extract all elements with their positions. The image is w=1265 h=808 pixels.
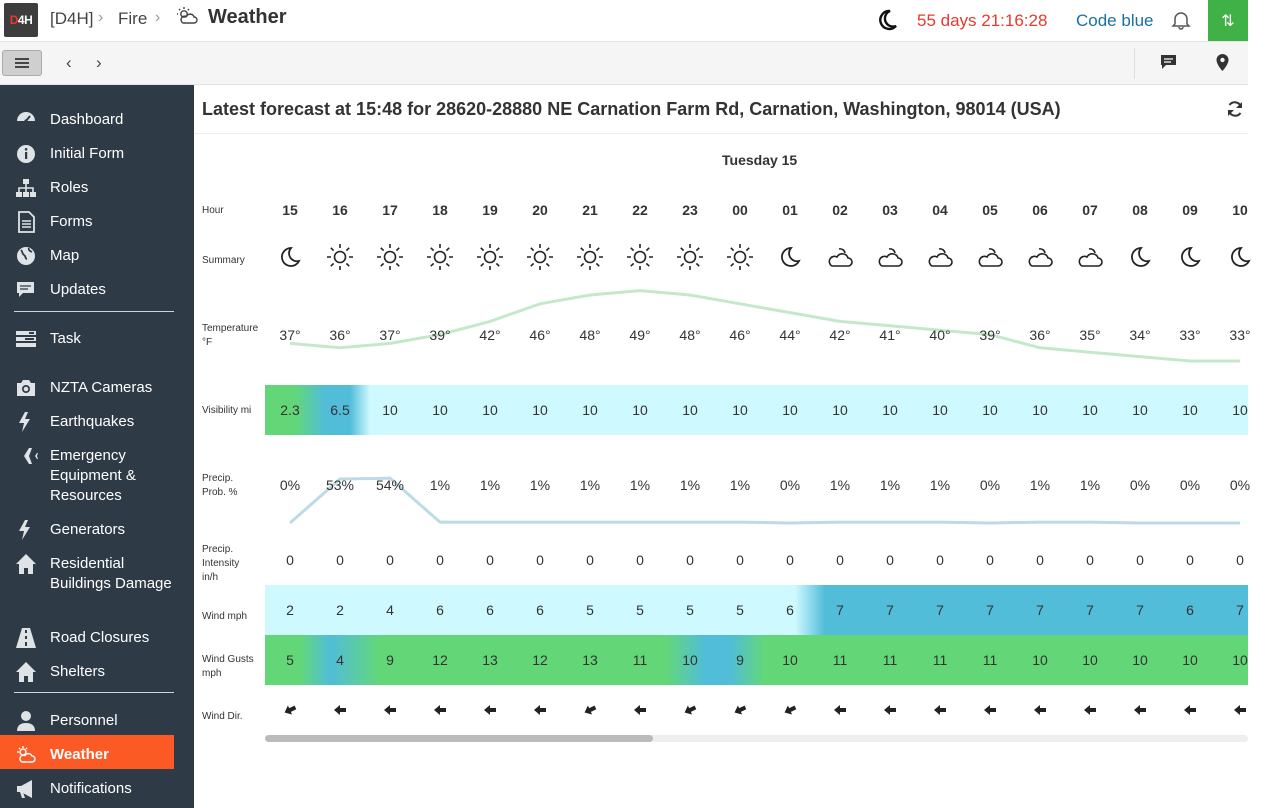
sidebar-item-label: Emergency Equipment & Resources xyxy=(50,447,136,504)
hour-cell: 03 xyxy=(882,202,898,218)
row-label-precip-intensity: in/h xyxy=(202,572,219,583)
row-labels-column xyxy=(194,134,265,741)
visibility-cell: 10 xyxy=(682,402,698,418)
row-label-precip-prob: Prob. % xyxy=(202,487,238,498)
hour-cell: 16 xyxy=(332,202,348,218)
wind-gusts-cell: 10 xyxy=(1082,652,1098,668)
page-title: Weather xyxy=(208,6,287,28)
temperature-cell: 44° xyxy=(779,327,801,343)
precip-intensity-cell: 0 xyxy=(836,552,844,568)
wind-gusts-cell: 13 xyxy=(482,652,498,668)
wind-cell: 2 xyxy=(286,602,294,618)
wind-direction-arrow-icon xyxy=(683,703,697,722)
sidebar-divider xyxy=(14,692,174,693)
precip-intensity-cell: 0 xyxy=(1186,552,1194,568)
temperature-cell: 33° xyxy=(1229,327,1251,343)
wind-direction-arrow-icon xyxy=(283,703,297,722)
row-label-wind-dir: Wind Dir. xyxy=(202,711,243,722)
sort-toggle-button[interactable] xyxy=(1208,0,1248,41)
weather-icon xyxy=(14,744,38,766)
wind-cell: 2 xyxy=(336,602,344,618)
wind-cell: 5 xyxy=(686,602,694,618)
wind-cell: 5 xyxy=(736,602,744,618)
sidebar-item-label: NZTA Cameras xyxy=(50,379,153,396)
wind-direction-arrow-icon xyxy=(433,703,447,722)
wind-gusts-cell: 10 xyxy=(1182,652,1198,668)
precip-prob-cell: 1% xyxy=(879,477,901,493)
hour-cell: 20 xyxy=(532,202,548,218)
wind-direction-arrow-icon xyxy=(1133,703,1147,722)
wind-gusts-cell: 9 xyxy=(736,652,744,668)
comment-icon[interactable] xyxy=(1160,54,1177,75)
precip-intensity-cell: 0 xyxy=(486,552,494,568)
back-arrow-icon[interactable]: ‹ xyxy=(66,53,72,72)
wind-cell: 7 xyxy=(886,602,894,618)
hour-cell: 02 xyxy=(832,202,848,218)
chevron-right-icon: › xyxy=(98,9,104,26)
moon-icon xyxy=(1176,243,1204,276)
hour-cell: 23 xyxy=(682,202,698,218)
precip-prob-cell: 1% xyxy=(479,477,501,493)
wind-direction-arrow-icon xyxy=(633,703,647,722)
precip-intensity-cell: 0 xyxy=(336,552,344,568)
sidebar-item-label: Weather xyxy=(50,746,109,763)
row-label-precip-prob: Precip. xyxy=(202,473,234,484)
wind-cell: 7 xyxy=(1036,602,1044,618)
visibility-cell: 10 xyxy=(932,402,948,418)
wind-cell: 5 xyxy=(636,602,644,618)
plane-icon xyxy=(14,445,38,467)
hour-cell: 00 xyxy=(732,202,748,218)
camera-icon xyxy=(14,377,38,399)
wind-gusts-cell: 10 xyxy=(782,652,798,668)
precip-intensity-cell: 0 xyxy=(1086,552,1094,568)
visibility-cell: 10 xyxy=(1182,402,1198,418)
sidebar-item-label: Updates xyxy=(50,281,106,298)
road-icon xyxy=(14,627,38,649)
hamburger-icon xyxy=(14,57,30,69)
precip-intensity-cell: 0 xyxy=(1036,552,1044,568)
precip-prob-cell: 1% xyxy=(829,477,851,493)
cloud-icon xyxy=(1076,243,1104,276)
precip-prob-cell: 0% xyxy=(979,477,1001,493)
temperature-cell: 46° xyxy=(529,327,551,343)
visibility-cell: 10 xyxy=(1032,402,1048,418)
hour-cell: 08 xyxy=(1132,202,1148,218)
wind-cell: 6 xyxy=(436,602,444,618)
visibility-cell: 10 xyxy=(382,402,398,418)
wind-gusts-cell: 4 xyxy=(336,652,344,668)
sun-icon xyxy=(376,243,404,276)
wind-dir-row xyxy=(265,685,1248,735)
precip-prob-cell: 0% xyxy=(779,477,801,493)
wind-cell: 6 xyxy=(1186,602,1194,618)
row-label-gusts: Wind Gusts xyxy=(202,654,254,665)
cloud-icon xyxy=(926,243,954,276)
moon-icon xyxy=(276,243,304,276)
wind-direction-arrow-icon xyxy=(333,703,347,722)
tasks-icon xyxy=(14,328,38,350)
weather-icon xyxy=(176,6,198,31)
temperature-cell: 37° xyxy=(279,327,301,343)
chevron-right-icon: › xyxy=(155,9,161,26)
sidebar-item-label: Map xyxy=(50,247,80,264)
moon-icon xyxy=(1126,243,1154,276)
wind-cell: 7 xyxy=(986,602,994,618)
wind-direction-arrow-icon xyxy=(833,703,847,722)
temperature-cell: 35° xyxy=(1079,327,1101,343)
wind-cell: 5 xyxy=(586,602,594,618)
home-icon xyxy=(14,661,38,683)
wind-direction-arrow-icon xyxy=(483,703,497,722)
temperature-cell: 48° xyxy=(579,327,601,343)
visibility-cell: 2.3 xyxy=(280,402,300,418)
hour-cell: 09 xyxy=(1182,202,1198,218)
wind-cell: 6 xyxy=(486,602,494,618)
app-logo[interactable]: D 4H xyxy=(4,3,38,37)
wind-gusts-cell: 11 xyxy=(932,652,948,668)
toolbar-divider xyxy=(1134,48,1135,79)
sidebar-item-label: Shelters xyxy=(50,663,106,680)
visibility-cell: 10 xyxy=(582,402,598,418)
visibility-cell: 10 xyxy=(482,402,498,418)
top-bar xyxy=(0,0,1248,42)
hour-cell: 19 xyxy=(482,202,498,218)
visibility-cell: 10 xyxy=(532,402,548,418)
wind-direction-arrow-icon xyxy=(383,703,397,722)
hour-cell: 04 xyxy=(932,202,948,218)
wind-direction-arrow-icon xyxy=(883,703,897,722)
wind-cell: 7 xyxy=(836,602,844,618)
precip-intensity-cell: 0 xyxy=(686,552,694,568)
sidebar-item-label: Task xyxy=(50,330,81,347)
wind-cell: 7 xyxy=(1136,602,1144,618)
sun-icon xyxy=(326,243,354,276)
wind-direction-arrow-icon xyxy=(1233,703,1247,722)
bolt-icon xyxy=(14,519,38,541)
wind-gusts-cell: 9 xyxy=(386,652,394,668)
row-label-gusts: mph xyxy=(202,668,222,679)
breadcrumb-org[interactable]: [D4H] xyxy=(50,9,94,28)
wind-direction-arrow-icon xyxy=(983,703,997,722)
map-pin-icon[interactable] xyxy=(1216,54,1229,76)
wind-gusts-cell: 13 xyxy=(582,652,598,668)
sidebar-divider xyxy=(14,311,174,312)
user-icon xyxy=(14,710,38,732)
cloud-icon xyxy=(976,243,1004,276)
precip-intensity-cell: 0 xyxy=(386,552,394,568)
moon-icon xyxy=(1226,243,1254,276)
wind-gusts-cell: 12 xyxy=(532,652,548,668)
wind-cell: 6 xyxy=(786,602,794,618)
precip-prob-cell: 0% xyxy=(279,477,301,493)
wind-cell: 6 xyxy=(536,602,544,618)
precip-prob-cell: 1% xyxy=(729,477,751,493)
sort-icon: ⇅ xyxy=(1221,12,1235,30)
wind-direction-arrow-icon xyxy=(1033,703,1047,722)
wind-direction-arrow-icon xyxy=(1083,703,1097,722)
sitemap-icon xyxy=(14,177,38,199)
day-header: Tuesday 15 xyxy=(722,152,798,168)
sidebar-item-label: Earthquakes xyxy=(50,413,135,430)
hour-cell: 21 xyxy=(582,202,598,218)
wind-gusts-cell: 10 xyxy=(1232,652,1248,668)
refresh-icon[interactable] xyxy=(1226,100,1244,123)
temperature-cell: 48° xyxy=(679,327,701,343)
temperature-cell: 49° xyxy=(629,327,651,343)
precip-prob-cell: 53% xyxy=(325,477,355,493)
forward-arrow-icon[interactable]: › xyxy=(96,53,102,72)
precip-prob-cell: 1% xyxy=(929,477,951,493)
comment-icon xyxy=(14,279,38,301)
hour-cell: 07 xyxy=(1082,202,1098,218)
moon-icon[interactable] xyxy=(876,9,898,36)
row-label-precip-intensity: Intensity xyxy=(202,558,240,569)
cloud-icon xyxy=(826,243,854,276)
sun-icon xyxy=(726,243,754,276)
temperature-cell: 40° xyxy=(929,327,951,343)
sidebar-item-label: Dashboard xyxy=(50,111,124,128)
precip-intensity-cell: 0 xyxy=(786,552,794,568)
visibility-cell: 10 xyxy=(1232,402,1248,418)
divider xyxy=(194,133,1248,134)
temperature-cell: 34° xyxy=(1129,327,1151,343)
incident-timer: 55 days 21:16:28 xyxy=(917,11,1048,30)
wind-gusts-cell: 11 xyxy=(982,652,998,668)
sidebar-item-label: Residential Buildings Damage xyxy=(50,555,172,592)
sun-icon xyxy=(676,243,704,276)
precip-intensity-cell: 0 xyxy=(1236,552,1244,568)
precip-intensity-cell: 0 xyxy=(986,552,994,568)
dashboard-icon xyxy=(14,109,38,131)
precip-prob-cell: 1% xyxy=(679,477,701,493)
precip-intensity-cell: 0 xyxy=(436,552,444,568)
wind-direction-arrow-icon xyxy=(783,703,797,722)
hour-cell: 01 xyxy=(782,202,798,218)
forecast-title: Latest forecast at 15:48 for 28620-28880 NE Carnation Farm Rd, Carnation, Washington, 98014 (USA) xyxy=(202,99,1061,119)
visibility-cell: 10 xyxy=(982,402,998,418)
precip-prob-cell: 1% xyxy=(529,477,551,493)
temperature-cell: 36° xyxy=(329,327,351,343)
wind-cell: 4 xyxy=(386,602,394,618)
precip-prob-cell: 0% xyxy=(1129,477,1151,493)
row-label-wind: Wind mph xyxy=(202,611,248,622)
row-label-visibility: Visibility mi xyxy=(202,405,252,416)
wind-cell: 7 xyxy=(1086,602,1094,618)
bolt-icon xyxy=(14,411,38,433)
wind-gusts-cell: 11 xyxy=(632,652,648,668)
row-label-hour: Hour xyxy=(202,205,224,216)
cloud-icon xyxy=(876,243,904,276)
precip-prob-cell: 1% xyxy=(629,477,651,493)
precip-intensity-cell: 0 xyxy=(736,552,744,568)
row-label-precip-intensity: Precip. xyxy=(202,544,234,555)
megaphone-icon xyxy=(14,778,38,800)
wind-gusts-cell: 10 xyxy=(682,652,698,668)
hour-cell: 22 xyxy=(632,202,648,218)
precip-prob-cell: 1% xyxy=(1029,477,1051,493)
precip-intensity-cell: 0 xyxy=(1136,552,1144,568)
row-label-temperature: °F xyxy=(202,337,213,348)
sun-icon xyxy=(626,243,654,276)
sun-icon xyxy=(476,243,504,276)
temperature-cell: 39° xyxy=(429,327,451,343)
document-icon xyxy=(14,211,38,233)
hour-cell: 17 xyxy=(382,202,398,218)
precip-prob-cell: 54% xyxy=(375,477,405,493)
moon-icon xyxy=(776,243,804,276)
sidebar-item-label: Forms xyxy=(50,213,93,230)
visibility-cell: 6.5 xyxy=(330,402,350,418)
precip-prob-cell: 0% xyxy=(1229,477,1251,493)
wind-gusts-cell: 5 xyxy=(286,652,294,668)
sun-icon xyxy=(576,243,604,276)
code-status[interactable]: Code blue xyxy=(1076,11,1154,30)
temperature-cell: 42° xyxy=(479,327,501,343)
wind-gusts-cell: 10 xyxy=(1132,652,1148,668)
sidebar-item-label: Initial Form xyxy=(50,145,125,162)
sun-icon xyxy=(526,243,554,276)
hour-cell: 10 xyxy=(1232,202,1248,218)
sidebar-item-label: Roles xyxy=(50,179,89,196)
wind-gusts-cell: 11 xyxy=(832,652,848,668)
wind-direction-arrow-icon xyxy=(533,703,547,722)
info-icon xyxy=(14,143,38,165)
sidebar-item-label: Generators xyxy=(50,521,126,538)
sun-icon xyxy=(426,243,454,276)
sidebar-item-label: Road Closures xyxy=(50,629,150,646)
sidebar xyxy=(0,85,194,808)
temperature-cell: 36° xyxy=(1029,327,1051,343)
cloud-icon xyxy=(1026,243,1054,276)
visibility-cell: 10 xyxy=(782,402,798,418)
precip-intensity-cell: 0 xyxy=(636,552,644,568)
wind-cell: 7 xyxy=(1236,602,1244,618)
temperature-cell: 42° xyxy=(829,327,851,343)
menu-toggle-button[interactable] xyxy=(2,50,42,76)
row-label-temperature: Temperature xyxy=(202,323,259,334)
sidebar-item-label: Personnel xyxy=(50,712,118,729)
precip-intensity-cell: 0 xyxy=(936,552,944,568)
temperature-cell: 33° xyxy=(1179,327,1201,343)
bell-icon[interactable] xyxy=(1172,10,1190,35)
temperature-cell: 41° xyxy=(879,327,901,343)
wind-cell: 7 xyxy=(936,602,944,618)
hour-cell: 05 xyxy=(982,202,998,218)
globe-icon xyxy=(14,245,38,267)
toolbar xyxy=(0,42,1248,85)
wind-direction-arrow-icon xyxy=(733,703,747,722)
wind-gusts-cell: 11 xyxy=(882,652,898,668)
breadcrumb-incident[interactable]: Fire xyxy=(118,9,148,28)
precip-intensity-cell: 0 xyxy=(286,552,294,568)
visibility-cell: 10 xyxy=(832,402,848,418)
precip-prob-cell: 1% xyxy=(1079,477,1101,493)
hour-cell: 06 xyxy=(1032,202,1048,218)
visibility-cell: 10 xyxy=(432,402,448,418)
temperature-cell: 37° xyxy=(379,327,401,343)
hour-cell: 18 xyxy=(432,202,448,218)
visibility-cell: 10 xyxy=(632,402,648,418)
precip-prob-cell: 0% xyxy=(1179,477,1201,493)
hour-cell: 15 xyxy=(282,202,298,218)
temperature-cell: 39° xyxy=(979,327,1001,343)
row-label-summary: Summary xyxy=(202,255,245,266)
precip-prob-cell: 1% xyxy=(429,477,451,493)
visibility-cell: 10 xyxy=(732,402,748,418)
wind-gusts-cell: 12 xyxy=(432,652,448,668)
wind-gusts-cell: 10 xyxy=(1032,652,1048,668)
visibility-cell: 10 xyxy=(1132,402,1148,418)
temperature-line xyxy=(290,291,1240,361)
precip-intensity-cell: 0 xyxy=(586,552,594,568)
wind-direction-arrow-icon xyxy=(583,703,597,722)
home-icon xyxy=(14,553,38,575)
temperature-cell: 46° xyxy=(729,327,751,343)
visibility-cell: 10 xyxy=(882,402,898,418)
precip-intensity-cell: 0 xyxy=(536,552,544,568)
scrollbar-thumb[interactable] xyxy=(265,735,653,742)
precip-intensity-cell: 0 xyxy=(886,552,894,568)
wind-direction-arrow-icon xyxy=(933,703,947,722)
visibility-cell: 10 xyxy=(1082,402,1098,418)
sidebar-item-label: Notifications xyxy=(50,780,132,797)
precip-prob-cell: 1% xyxy=(579,477,601,493)
wind-direction-arrow-icon xyxy=(1183,703,1197,722)
